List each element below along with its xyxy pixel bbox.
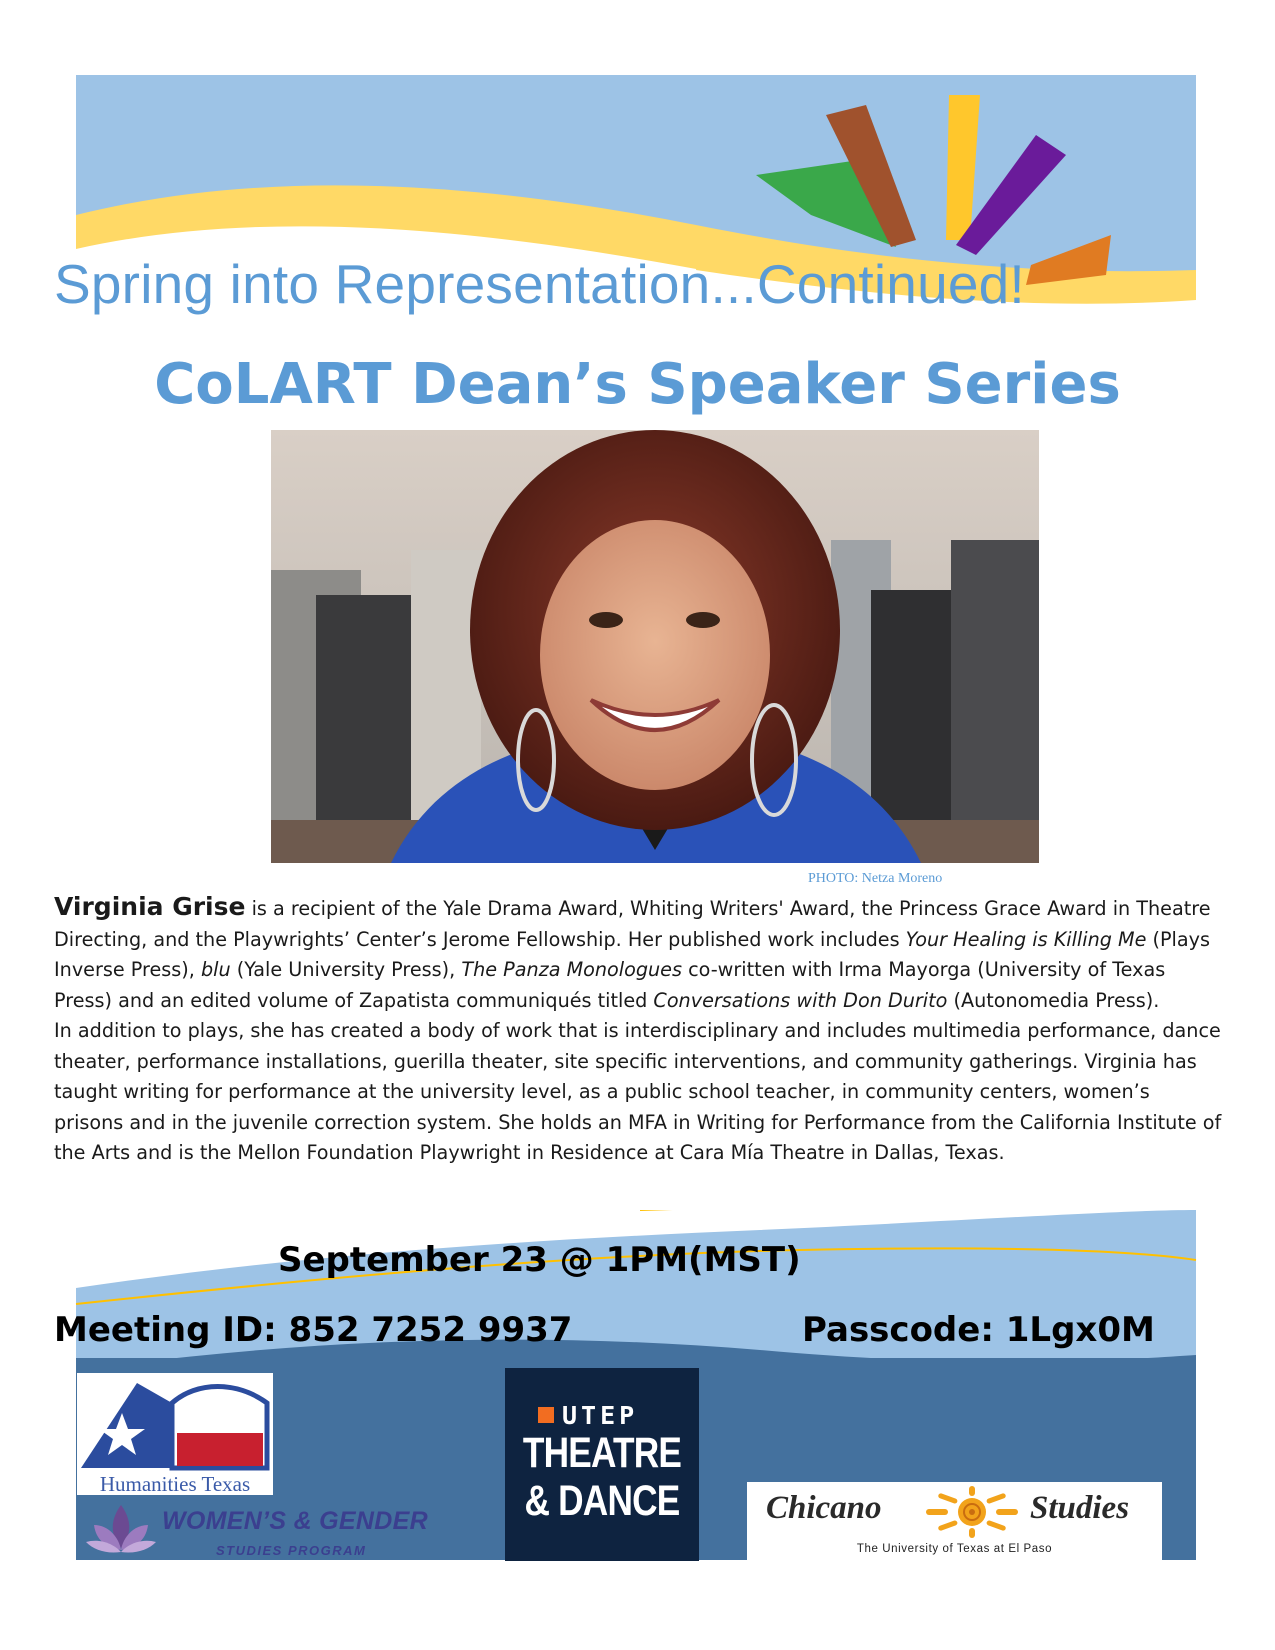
speaker-photo <box>271 430 1039 863</box>
meeting-id: Meeting ID: 852 7252 9937 <box>54 1310 573 1350</box>
bio-paragraph-2: In addition to plays, she has created a body of work that is interdisciplinary and includes multimedia performance, dance theater, performance installations, guerilla theater, site specific interventions, and community gatherings. Virginia has taught writing for performance at the university level, as a public school teacher, in community centers, women’s prisons and in the juvenile correction system. She holds an MFA in Writing for Performance from the California Institute of the Arts and is the Mellon Foundation Playwright in Residence at Cara Mía Theatre in Dallas, Texas. <box>54 1019 1222 1164</box>
work-title: blu <box>200 958 231 981</box>
work-title: The Panza Monologues <box>461 958 682 981</box>
humanities-texas-wordmark: Humanities Texas <box>99 1472 251 1496</box>
bio-paragraph-1 <box>54 892 1224 1016</box>
lotus-icon <box>84 1500 158 1556</box>
bio-text: is a recipient of the Yale Drama Award, Whiting Writers' Award, the Princess Grace Award in Theatre Directing, and the Playwrights’ Center’s Jerome Fellowship. Her published work includes <box>54 897 1211 951</box>
humanities-book-icon <box>77 1373 273 1473</box>
wgs-program-title: WOMEN’S & GENDER <box>162 1507 428 1535</box>
chicano-wordmark: Chicano <box>766 1490 882 1526</box>
event-series-title: Spring into Representation...Continued! <box>54 253 1025 315</box>
speaker-name: Virginia Grise <box>54 892 246 921</box>
event-date: September 23 @ 1PM(MST) <box>278 1240 801 1280</box>
utep-square-icon <box>538 1407 554 1423</box>
bio-text: co-written with Irma Mayorga (University of Texas Press) and an edited volume of Zapatista communiqués titled <box>54 958 1166 1012</box>
chicano-studies-subtitle: The University of Texas at El Paso <box>856 1543 1053 1555</box>
bio-text: (Plays Inverse Press), <box>54 927 1211 981</box>
wgs-program-subtitle: STUDIES PROGRAM <box>216 1543 367 1558</box>
photo-credit: PHOTO: Netza Moreno <box>808 871 943 886</box>
utep-theatre-text: THEATRE <box>522 1429 682 1477</box>
studies-wordmark: Studies <box>1030 1490 1130 1526</box>
speaker-series-title: CoLART Dean’s Speaker Series <box>154 352 1121 417</box>
speaker-bio <box>54 892 1224 1169</box>
utep-dance-text: & DANCE <box>524 1477 680 1525</box>
bio-text: (Autonomedia Press). <box>947 988 1160 1012</box>
work-title: Your Healing is Killing Me <box>905 927 1147 951</box>
utep-label: UTEP <box>562 1401 639 1430</box>
meeting-passcode: Passcode: 1Lgx0M <box>802 1310 1155 1350</box>
work-title: Conversations with Don Durito <box>653 988 948 1012</box>
bio-text: (Yale University Press), <box>230 958 462 981</box>
sun-icon <box>924 1486 1020 1538</box>
